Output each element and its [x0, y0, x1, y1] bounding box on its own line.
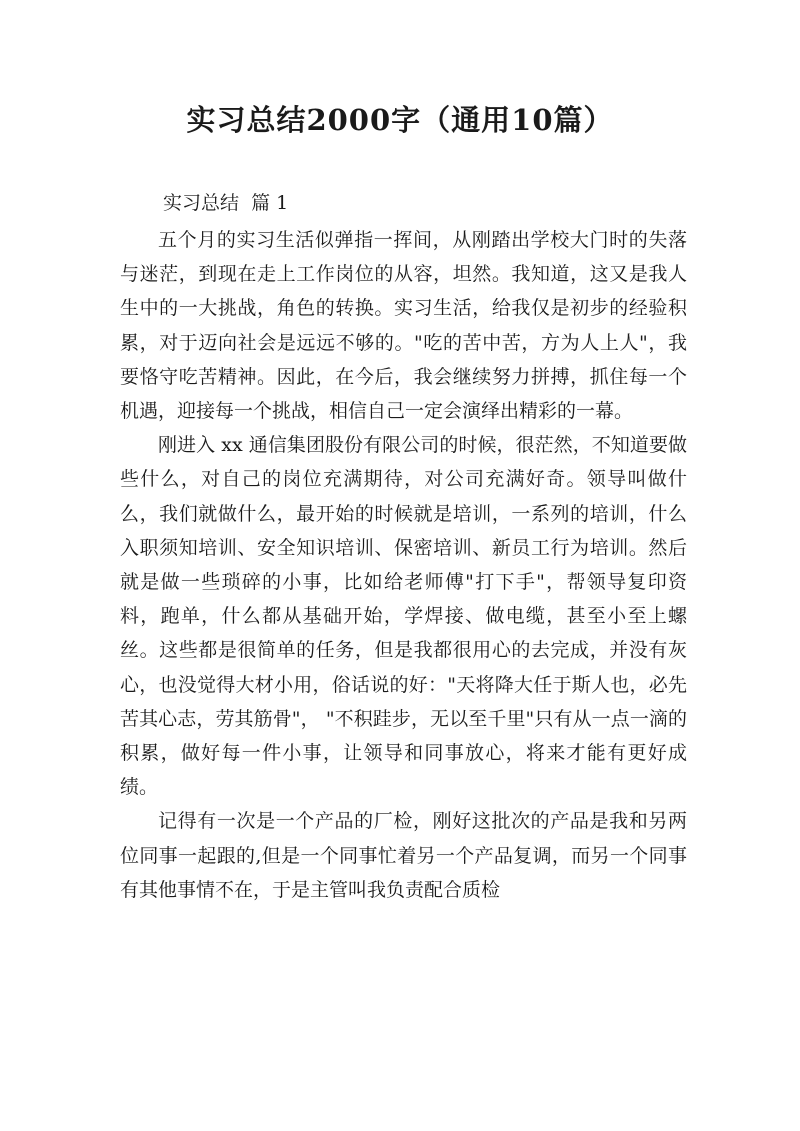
paragraph-2: 刚进入 xx 通信集团股份有限公司的时候，很茫然，不知道要做些什么，对自己的岗位充满期待，对公司充满好奇。领导叫做什么，我们就做什么，最开始的时候就是培训，一系列的培训，什么入职须知培训、安全知识培训、保密培训、新员工行为培训。然后就是做一些琐碎的小事，比如给老师傅"打下手"，帮领导复印资料，跑单，什么都从基础开始，学焊接、做电缆，甚至小至上螺丝。这些都是很简单的任务，但是我都很用心的去完成，并没有灰心，也没觉得大材小用，俗话说的好："天将降大任于斯人也，必先苦其心志，劳其筋骨"， "不积跬步，无以至千里"只有从一点一滴的积累，做好每一件小事，让领导和同事放心，将来才能有更好成绩。	[120, 434, 687, 799]
paragraph-3: 记得有一次是一个产品的厂检，刚好这批次的产品是我和另两位同事一起跟的,但是一个同事忙着另一个产品复调，而另一个同事有其他事情不在，于是主管叫我负责配合质检	[120, 810, 687, 901]
document-title: 实习总结2000字（通用10篇）	[186, 103, 614, 137]
paragraph-1: 五个月的实习生活似弹指一挥间，从刚踏出学校大门时的失落与迷茫，到现在走上工作岗位的从容，坦然。我知道，这又是我人生中的一大挑战，角色的转换。实习生活，给我仅是初步的经验积累，对于迈向社会是远远不够的。"吃的苦中苦，方为人上人"，我要恪守吃苦精神。因此，在今后，我会继续努力拼搏，抓住每一个机遇，迎接每一个挑战，相信自己一定会演绎出精彩的一幕。	[120, 229, 687, 423]
document-body	[120, 223, 687, 907]
section-heading: 实习总结 篇 1	[163, 192, 289, 214]
